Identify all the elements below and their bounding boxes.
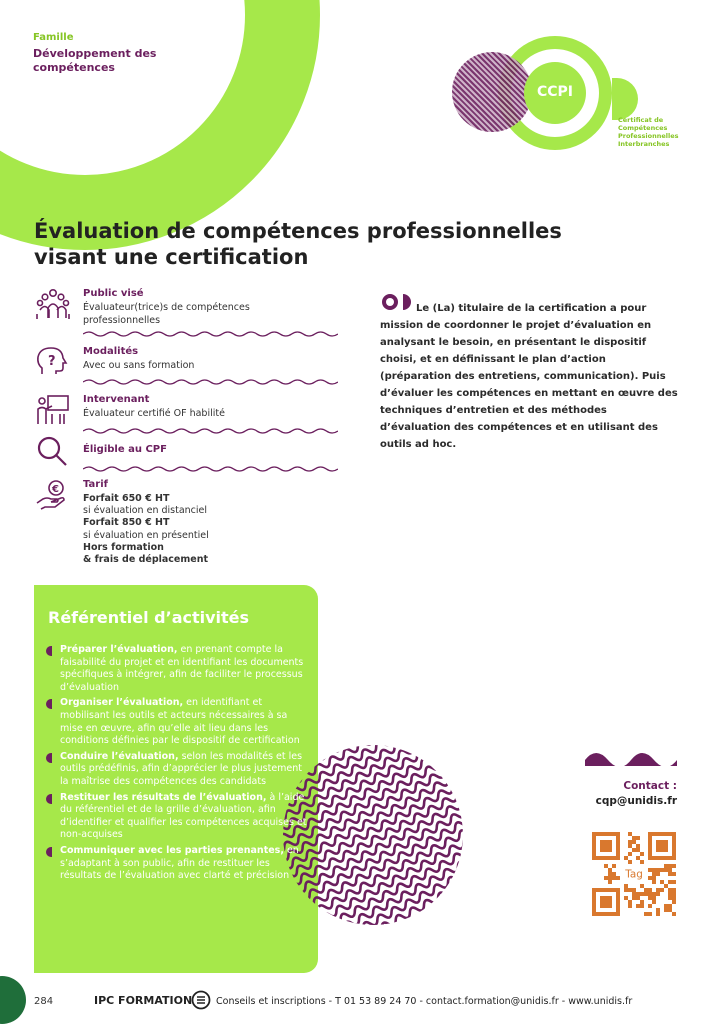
info-text: Avec ou sans formation <box>83 360 195 371</box>
info-label: Modalités <box>83 346 139 357</box>
title-line: visant une certification <box>34 245 309 269</box>
ccpi-logo-hatched-disc <box>452 52 532 132</box>
info-label: Intervenant <box>83 394 150 405</box>
activity-item <box>46 845 308 883</box>
page-number: 284 <box>34 996 54 1007</box>
tarif-line: & frais de déplacement <box>83 554 209 566</box>
certification-description: Le (La) titulaire de la certification a pour mission de coordonner le projet d’évaluation en analysant le besoin, en présentant le dispositif choisi, et en définissant le plan d’action (préparation des entretiens, communication). Puis d’évaluer les compétences en mettant en œuvre des techniques d’entretien et des méthodes d’évaluation des compétences et en utilisant des outils ad hoc. <box>380 303 678 450</box>
wavy-disc-decoration <box>283 745 463 925</box>
info-intervenant <box>36 394 311 428</box>
activity-item <box>46 792 308 842</box>
footer-corner-dot <box>0 976 26 1024</box>
ccpi-logo-text: CCPI <box>536 84 574 100</box>
bullet-half-disc <box>46 753 52 763</box>
activity-title: Organiser l’évaluation, <box>60 697 184 709</box>
page-title <box>34 218 594 270</box>
activity-text: à l’aide du référentiel et de la grille d’évaluation, afin d’identifier et qualifier les compétences acquises et non-acquises <box>60 791 307 841</box>
ccpi-tagline-line: Interbranches <box>618 140 670 148</box>
info-public <box>36 288 311 328</box>
info-tarif <box>36 479 311 569</box>
tarif-lines <box>83 493 303 566</box>
ccpi-tagline-line: Compétences <box>618 124 668 132</box>
famille-label: Famille <box>33 32 74 43</box>
activity-text: en prenant compte la faisabilité du projet et en identifiant les documents spécifiques à intégrer, afin de faciliter le processus d’évaluation <box>60 644 304 693</box>
bullet-half-disc <box>46 699 52 709</box>
svg-text:?: ? <box>48 354 56 369</box>
activity-text: en identifiant et mobilisant les outils et acteurs nécessaires à sa mise en œuvre, afin qu’elle ait lieu dans les conditions définies par le dispositif de certification <box>60 697 300 747</box>
activity-title: Conduire l’évaluation, <box>60 750 179 762</box>
famille-value: Développement des compétences <box>33 47 157 74</box>
contact-wave-icon <box>585 744 677 766</box>
activity-item <box>46 697 308 747</box>
ccpi-tagline <box>618 116 708 148</box>
activity-title: Restituer les résultats de l’évaluation, <box>60 791 267 803</box>
wave-divider <box>83 379 338 385</box>
qr-caption: Tag <box>625 868 643 881</box>
qr-code-icon[interactable] <box>592 832 676 916</box>
bullet-half-disc <box>46 847 52 857</box>
footer-contact-text: Conseils et inscriptions - T 01 53 89 24 70 - contact.formation@unidis.fr - www.unidis.fr <box>216 996 633 1007</box>
hand-euro-icon <box>36 479 70 511</box>
info-modalites <box>36 346 311 380</box>
activity-item <box>46 751 308 789</box>
ccpi-tagline-line: Professionnelles <box>618 132 679 140</box>
tarif-line: si évaluation en distanciel <box>83 505 208 517</box>
info-cpf <box>36 436 311 468</box>
info-label: Tarif <box>83 479 108 490</box>
activity-title: Préparer l’évaluation, <box>60 644 178 655</box>
activity-text: en s’adaptant à son public, afin de restituer les résultats de l’évaluation avec clarté et précision <box>60 844 299 882</box>
puzzle-head-icon <box>36 346 70 378</box>
referentiel-title: Référentiel d’activités <box>48 608 250 627</box>
footer-brand: IPC FORMATION <box>94 994 193 1007</box>
ccpi-tagline-line: Certificat de <box>618 116 664 124</box>
activity-item <box>46 644 308 694</box>
contact-label: Contact : <box>623 780 677 792</box>
wave-divider <box>83 428 338 434</box>
info-text: Évaluateur(trice)s de compétences professionnelles <box>83 302 250 326</box>
tarif-line: si évaluation en présentiel <box>83 529 209 541</box>
ipc-logo-icon <box>191 990 211 1010</box>
wave-divider <box>83 331 338 337</box>
tarif-line: Hors formation <box>83 541 164 553</box>
title-line: Évaluation de compétences professionnelles <box>34 219 562 243</box>
wave-divider <box>83 466 338 472</box>
magnifier-icon <box>36 436 70 468</box>
bullet-half-disc <box>46 646 52 656</box>
activity-title: Communiquer avec les parties prenantes, <box>60 844 284 856</box>
bullet-half-disc <box>46 794 52 804</box>
activity-text: selon les modalités et les outils prédéfinis, afin d’apprécier le plus justement la maîtrise des compétences des candidats <box>60 750 303 787</box>
activities-list <box>46 644 308 886</box>
tarif-line: Forfait 850 € HT <box>83 517 170 529</box>
group-people-icon <box>36 288 70 320</box>
info-label: Public visé <box>83 288 144 299</box>
contact-email-link[interactable]: cqp@unidis.fr <box>595 795 677 807</box>
presenter-icon <box>36 394 70 426</box>
svg-text:€: € <box>52 484 59 495</box>
info-label: Éligible au CPF <box>83 444 167 455</box>
ccpi-logo-half-disc <box>612 78 638 120</box>
wavy-stripes-pattern <box>283 745 463 925</box>
tarif-line: Forfait 650 € HT <box>83 493 170 504</box>
info-text: Évaluateur certifié OF habilité <box>83 408 225 419</box>
